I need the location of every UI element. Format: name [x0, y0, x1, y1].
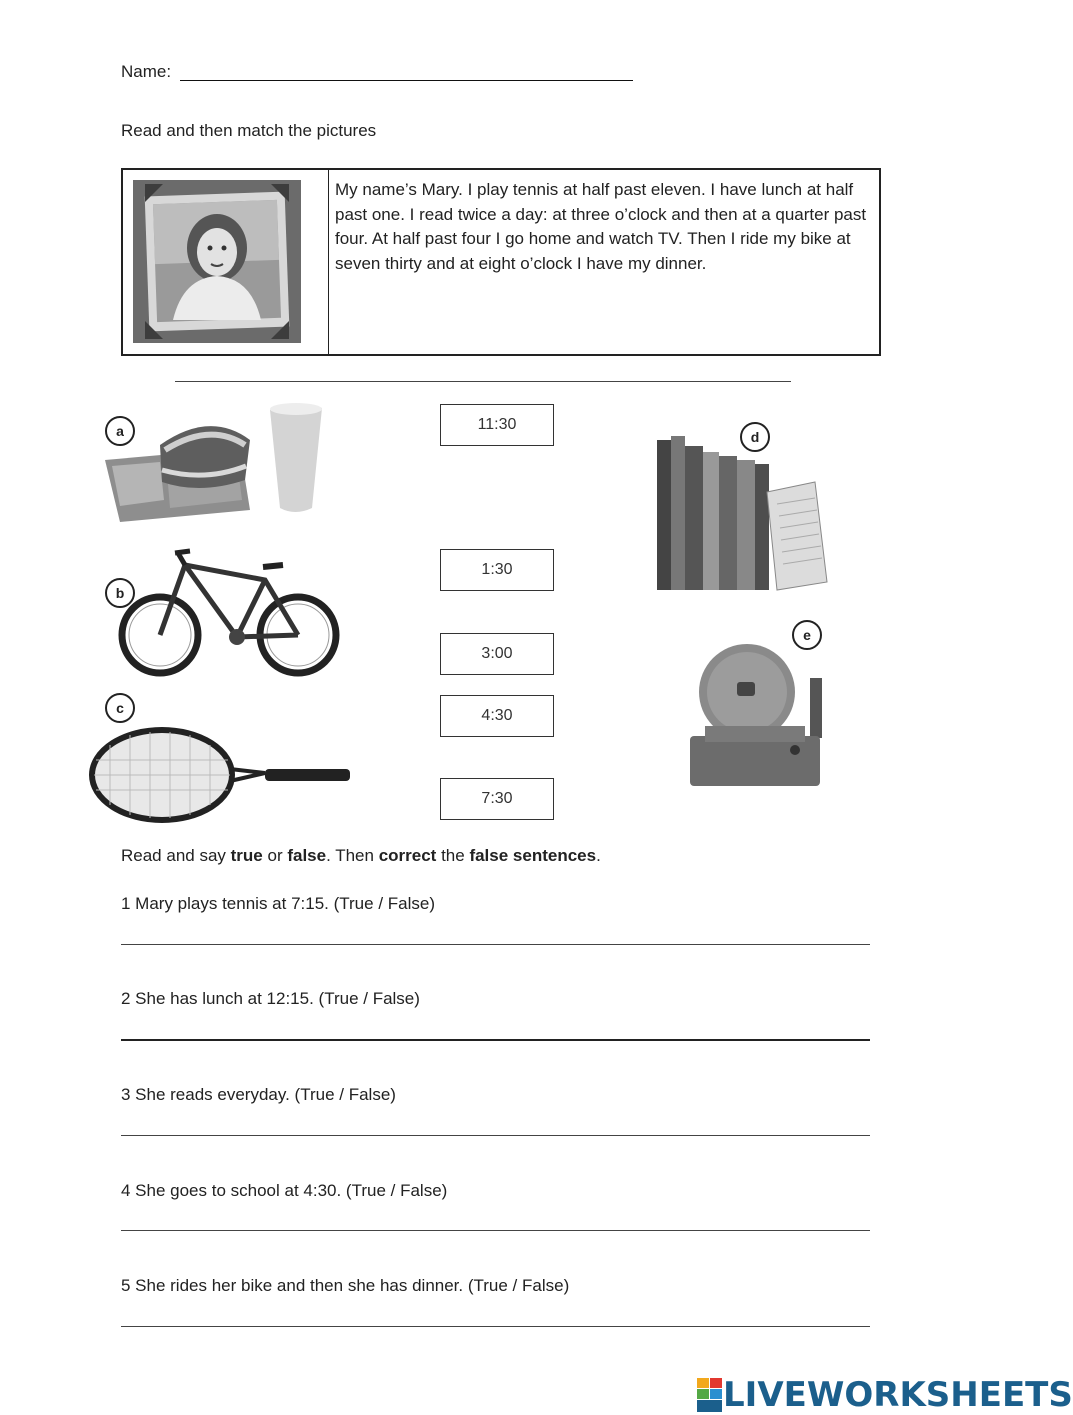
bicycle-icon[interactable]	[115, 545, 343, 677]
instruction-bold: false sentences	[469, 846, 597, 865]
instruction-part: the	[436, 846, 470, 865]
story-box	[121, 168, 881, 356]
section-separator	[175, 381, 791, 382]
question-3: 3 She reads everyday. (True / False)	[121, 1085, 396, 1104]
instruction-part: .	[596, 846, 601, 865]
mary-photo	[133, 180, 301, 343]
name-input-line[interactable]	[180, 80, 633, 81]
question-4: 4 She goes to school at 4:30. (True / False)	[121, 1181, 448, 1200]
question-2: 2 She has lunch at 12:15. (True / False)	[121, 989, 420, 1008]
answer-line-4[interactable]	[121, 1230, 870, 1231]
time-box-730[interactable]: 7:30	[440, 778, 554, 820]
answer-line-2[interactable]	[121, 1039, 870, 1041]
answer-line-5[interactable]	[121, 1326, 870, 1327]
lunch-tray-icon[interactable]	[100, 400, 330, 525]
liveworksheets-logo	[697, 1375, 1073, 1415]
instruction-part: . Then	[326, 846, 379, 865]
logo-badge-icon	[697, 1378, 723, 1412]
story-divider	[328, 170, 329, 354]
picture-label-a: a	[105, 416, 135, 446]
picture-label-e: e	[792, 620, 822, 650]
time-box-130[interactable]: 1:30	[440, 549, 554, 591]
logo-text: LIVEWORKSHEETS	[723, 1375, 1073, 1415]
story-text: My name’s Mary. I play tennis at half past eleven. I have lunch at half past one. I read twice a day: at three o’clock and then at a quarter past four. At half past four I go home and watch TV. Then I ride my bike at seven thirty and at eight o’clock I have my dinner.	[335, 180, 867, 273]
match-instruction: Read and then match the pictures	[121, 121, 377, 140]
tennis-racket-icon[interactable]	[90, 725, 352, 825]
time-box-300[interactable]: 3:00	[440, 633, 554, 675]
instruction-part: or	[262, 846, 288, 865]
time-box-1130[interactable]: 11:30	[440, 404, 554, 446]
picture-label-c: c	[105, 693, 135, 723]
question-1: 1 Mary plays tennis at 7:15. (True / False)	[121, 894, 435, 913]
instruction-bold: correct	[378, 846, 437, 865]
instruction-bold: true	[230, 846, 263, 865]
true-false-instruction	[121, 846, 601, 866]
picture-label-b: b	[105, 578, 135, 608]
picture-label-d: d	[740, 422, 770, 452]
instruction-part: Read and say	[121, 846, 231, 865]
question-5: 5 She rides her bike and then she has dinner. (True / False)	[121, 1276, 570, 1295]
school-bell-icon[interactable]	[685, 640, 830, 790]
books-icon[interactable]	[655, 432, 830, 592]
answer-line-3[interactable]	[121, 1135, 870, 1136]
instruction-bold: false	[287, 846, 327, 865]
name-label: Name:	[121, 62, 172, 81]
answer-line-1[interactable]	[121, 944, 870, 945]
time-box-430[interactable]: 4:30	[440, 695, 554, 737]
